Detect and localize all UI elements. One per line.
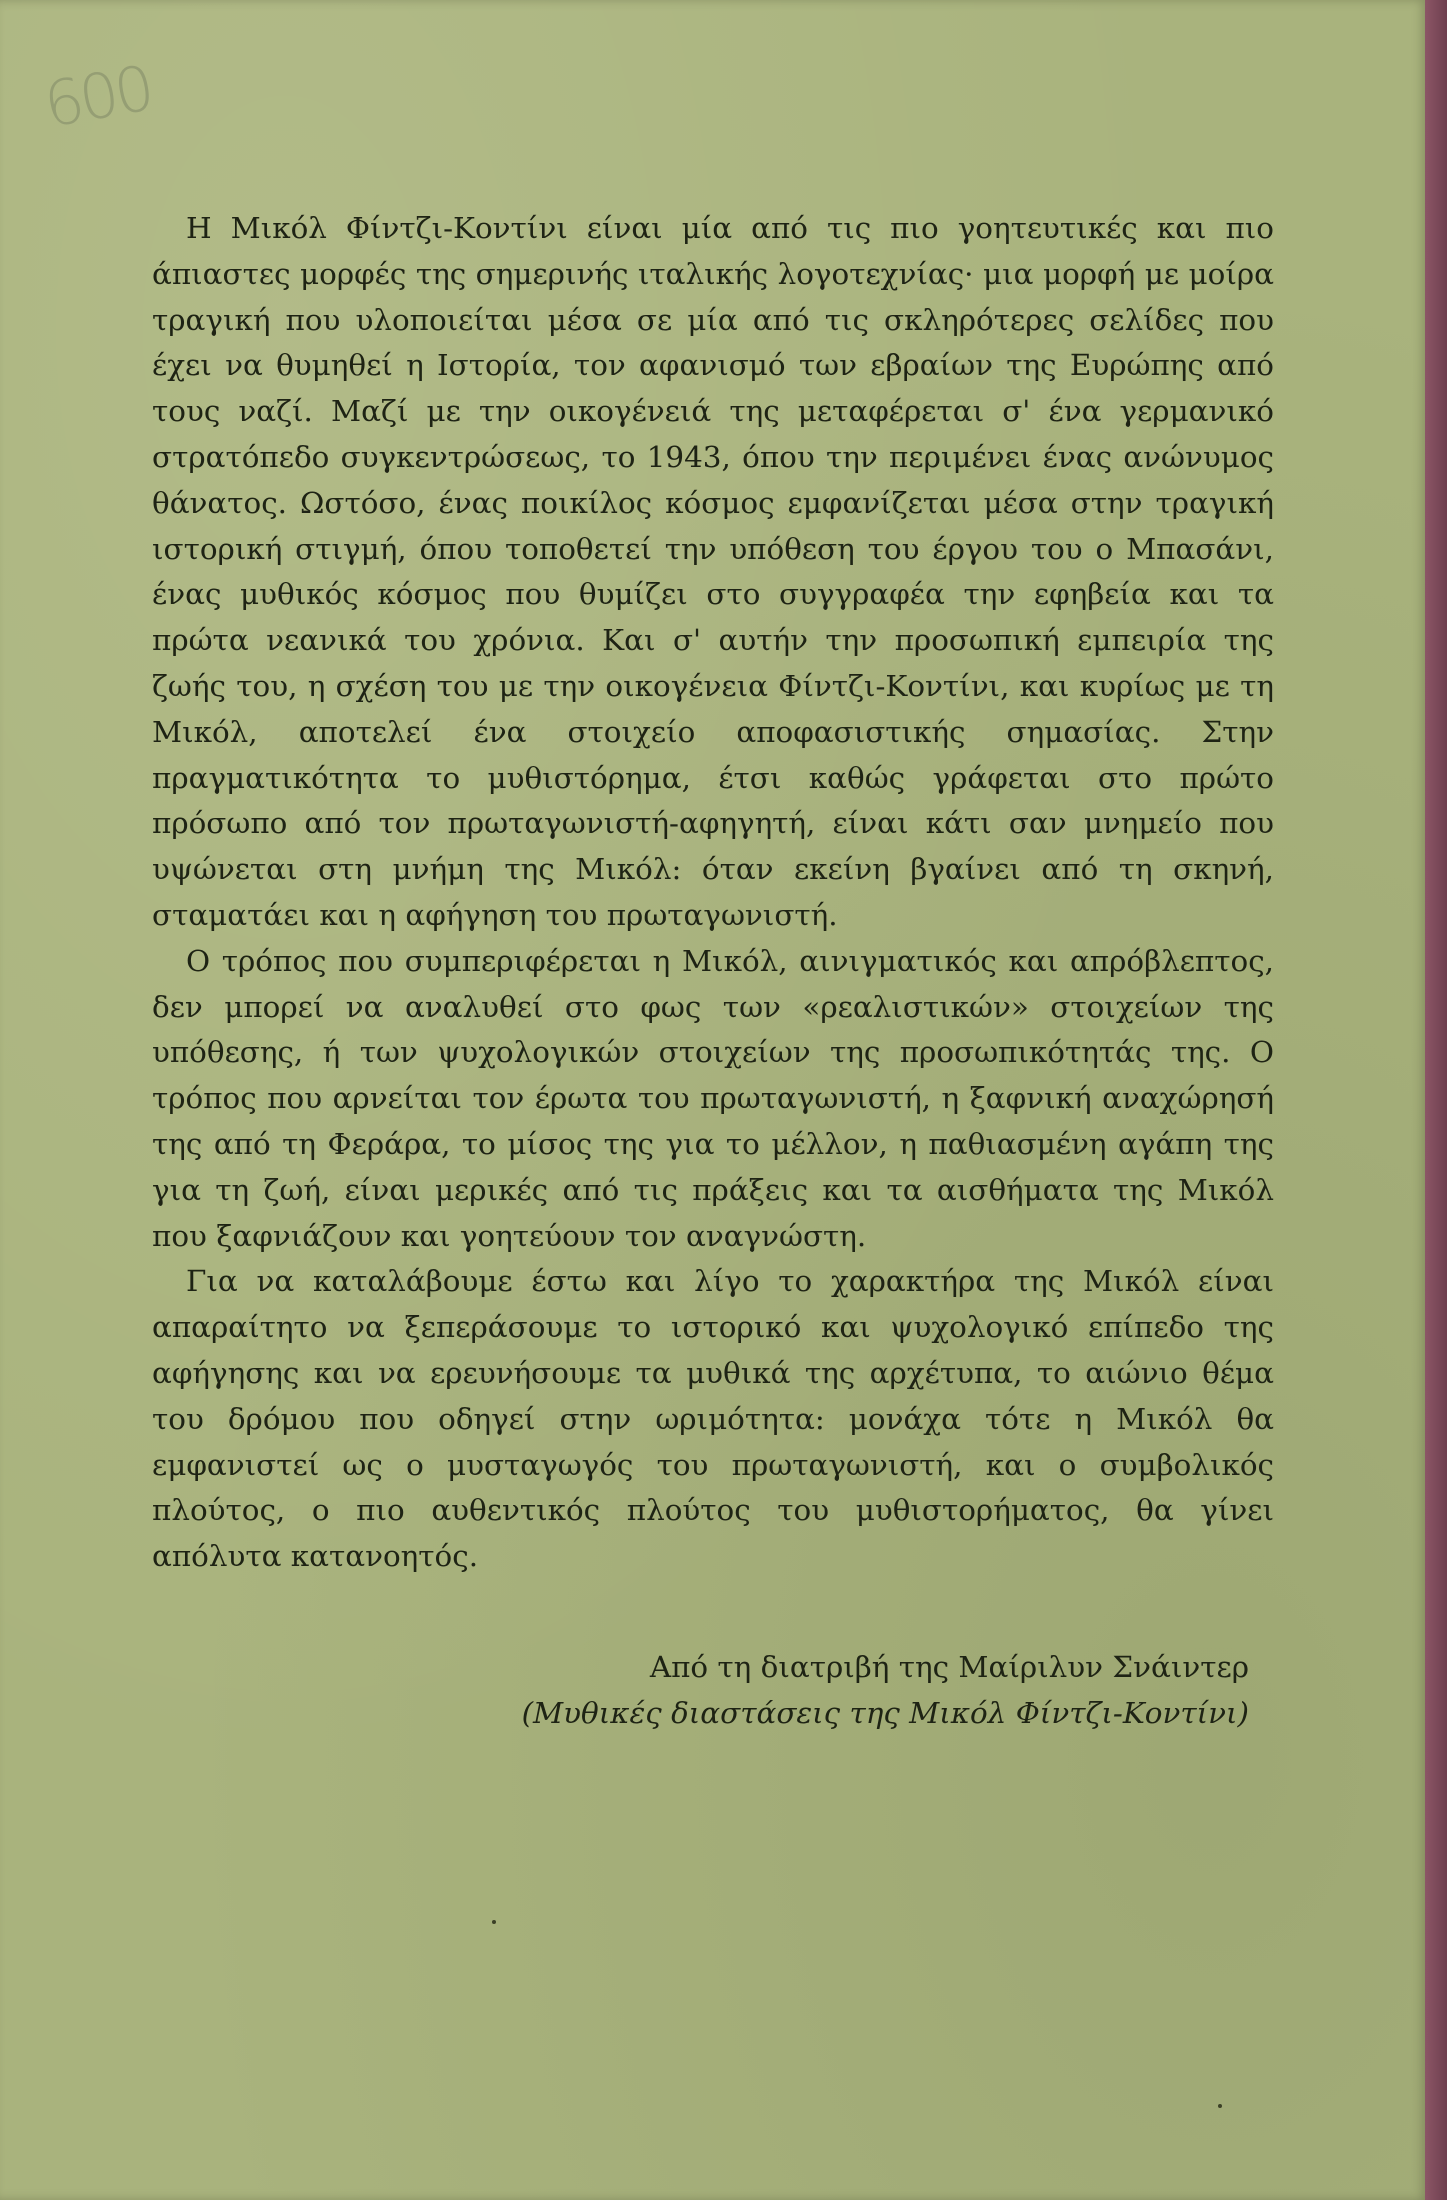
blurb-paragraph-1: Η Μικόλ Φίντζι-Κοντίνι είναι μία από τις πιο γοητευτικές και πιο άπιαστες μορφές της σημερινής ιταλικής λογοτεχνίας· μια μορφή με μοίρα τραγική που υλοποιείται μέσα σε μία από τις σκληρότερες σελίδες που έχει να θυμηθεί η Ιστορία, τον αφανισμό των εβραίων της Ευρώπης από τους ναζί. Μαζί με την οικογένειά της μεταφέρεται σ' ένα γερμανικό στρατόπεδο συγκεντρώσεως, το 1943, όπου την περιμένει ένας ανώνυμος θάνατος. Ωστόσο, ένας ποικίλος κόσμος εμφανίζεται μέσα στην τραγική ιστορική στιγμή, όπου τοποθετεί την υπόθεση του έργου του ο Μπασάνι, ένας μυθικός κόσμος που θυμίζει στο συγγραφέα την εφηβεία και τα πρώτα νεανικά του χρόνια. Και σ' αυτήν την προσωπική εμπειρία της ζωής του, η σχέση του με την οικογένεια Φίντζι-Κοντίνι, και κυρίως με τη Μικόλ, αποτελεί ένα στοιχείο αποφασιστικής σημασίας. Στην πραγματικότητα το μυθιστόρημα, έτσι καθώς γράφεται στο πρώτο πρόσωπο από τον πρωταγωνιστή-αφηγητή, είναι κάτι σαν μνημείο που υψώνεται στη μνήμη της Μικόλ: όταν εκείνη βγαίνει από τη σκηνή, σταματάει και η αφήγηση του πρωταγωνιστή. — [152, 211, 1274, 932]
speck — [1218, 2104, 1222, 2108]
speck — [492, 1920, 496, 1924]
blurb-paragraph-3: Για να καταλάβουμε έστω και λίγο το χαρακτήρα της Μικόλ είναι απαραίτητο να ξεπεράσουμε το ιστορικό και ψυχολογικό επίπεδο της αφήγησης και να ερευνήσουμε τα μυθικά της αρχέτυπα, το αιώνιο θέμα του δρόμου που οδηγεί στην ωριμότητα: μονάχα τότε η Μικόλ θα εμφανιστεί ως ο μυσταγωγός του πρωταγωνιστή, και ο συμβολικός πλούτος, ο πιο αυθεντικός πλούτος του μυθιστορήματος, θα γίνει απόλυτα κατανοητός. — [152, 1264, 1274, 1574]
page-edge — [1425, 0, 1447, 2200]
attribution-source: Από τη διατριβή της Μαίριλυν Σνάιντερ — [649, 1650, 1249, 1684]
blurb-text — [152, 206, 1274, 1580]
attribution-title: (Μυθικές διαστάσεις της Μικόλ Φίντζι-Κοντίνι) — [521, 1696, 1249, 1730]
attribution — [152, 1644, 1249, 1736]
handwritten-price-note: 600 — [38, 51, 156, 142]
blurb-paragraph-2: Ο τρόπος που συμπεριφέρεται η Μικόλ, αινιγματικός και απρόβλεπτος, δεν μπορεί να αναλυθεί στο φως των «ρεαλιστικών» στοιχείων της υπόθεσης, ή των ψυχολογικών στοιχείων της προσωπικότητάς της. Ο τρόπος που αρνείται τον έρωτα του πρωταγωνιστή, η ξαφνική αναχώρησή της από τη Φεράρα, το μίσος της για το μέλλον, η παθιασμένη αγάπη της για τη ζωή, είναι μερικές από τις πράξεις και τα αισθήματα της Μικόλ που ξαφνιάζουν και γοητεύουν τον αναγνώστη. — [152, 943, 1274, 1253]
